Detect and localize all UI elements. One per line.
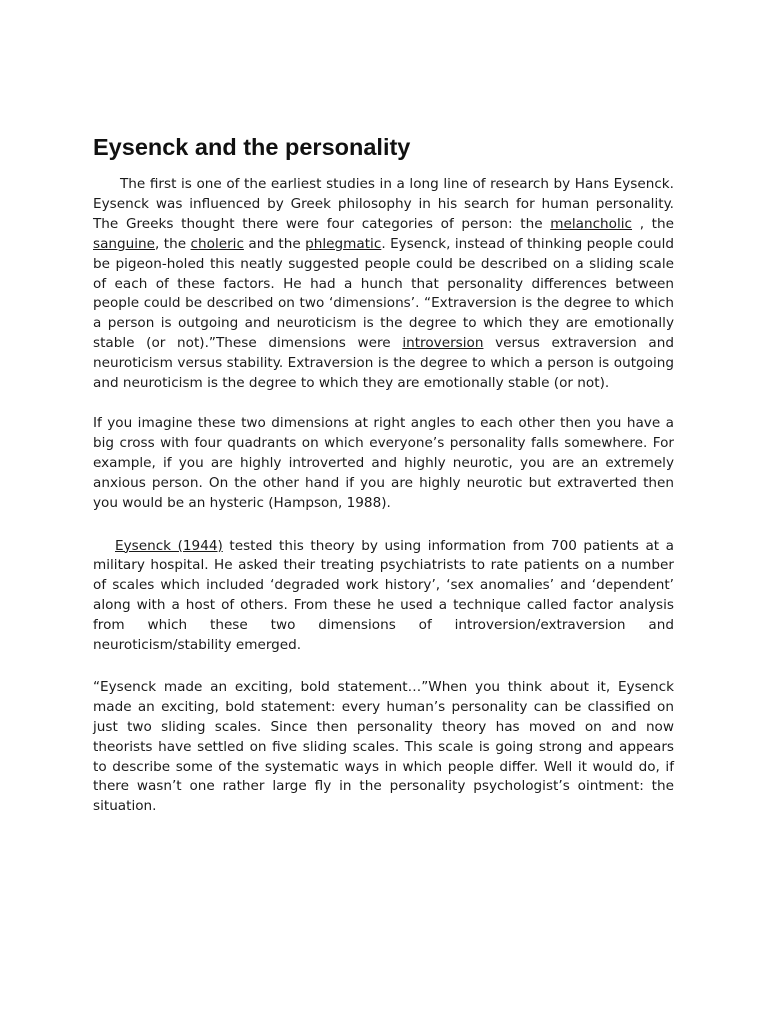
link-eysenck-1944[interactable]: Eysenck (1944) [115,537,223,554]
page-title: Eysenck and the personality [93,134,411,160]
paragraph-1-text-c: , the [155,235,191,252]
paragraph-4: “Eysenck made an exciting, bold statement…”When you think about it, Eysenck made an exciting, bold statement: every human’s personality can be classified on just two sliding scales. Since then personality theory has moved on and now theorists have settled on five sliding scales. This scale is going strong and appears to describe some of the systematic ways in which people differ. Well it would do, if there wasn’t one rather large fly in the personality psychologist’s ointment: the situation. [93,678,674,815]
paragraph-1-text-e: . Eysenck, instead of thinking people could be pigeon-holed this neatly suggested people could be described on a sliding scale of each of these factors. He had a hunch that personality differences between people could be described on two ‘dimensions’. “Extraversion is the degree to which a person is outgoing and neuroticism is the degree to which they are emotionally stable (or not).”These dimensions were [93,235,674,352]
paragraph-3-text: tested this theory by using information from 700 patients at a military hospital. He asked their treating psychiatrists to rate patients on a number of scales which included ‘degraded work history’, ‘sex anomalies’ and ‘dependent’ along with a host of others. From these he used a technique called factor analysis from which these two dimensions of introversion/extraversion and neuroticism/stability emerged. [93,537,674,654]
paragraph-1-text-b: , the [632,215,674,232]
paragraph-3 [93,537,674,656]
paragraph-2: If you imagine these two dimensions at right angles to each other then you have a big cross with four quadrants on which everyone’s personality falls somewhere. For example, if you are highly introverted and highly neurotic, you are an extremely anxious person. On the other hand if you are highly neurotic but extraverted then you would be an hysteric (Hampson, 1988). [93,414,674,511]
link-melancholic[interactable]: melancholic [550,215,633,232]
link-choleric[interactable]: choleric [190,235,244,252]
paragraph-1-text-f: versus extraversion and neuroticism versus stability. Extraversion is the degree to which a person is outgoing and neuroticism is the degree to which they are emotionally stable (or not). [93,335,674,392]
paragraph-1-text-a: The first is one of the earliest studies in a long line of research by Hans Eysenck. Eysenck was influenced by Greek philosophy in his search for human personality. The Greeks thought there were four categories of person: the [93,176,674,232]
link-sanguine[interactable]: sanguine [93,235,156,252]
paragraph-1 [93,175,674,394]
link-phlegmatic[interactable]: phlegmatic [305,235,382,252]
paragraph-1-text-d: and the [243,235,306,252]
document-body [93,132,674,817]
link-introversion[interactable]: introversion [402,335,484,352]
